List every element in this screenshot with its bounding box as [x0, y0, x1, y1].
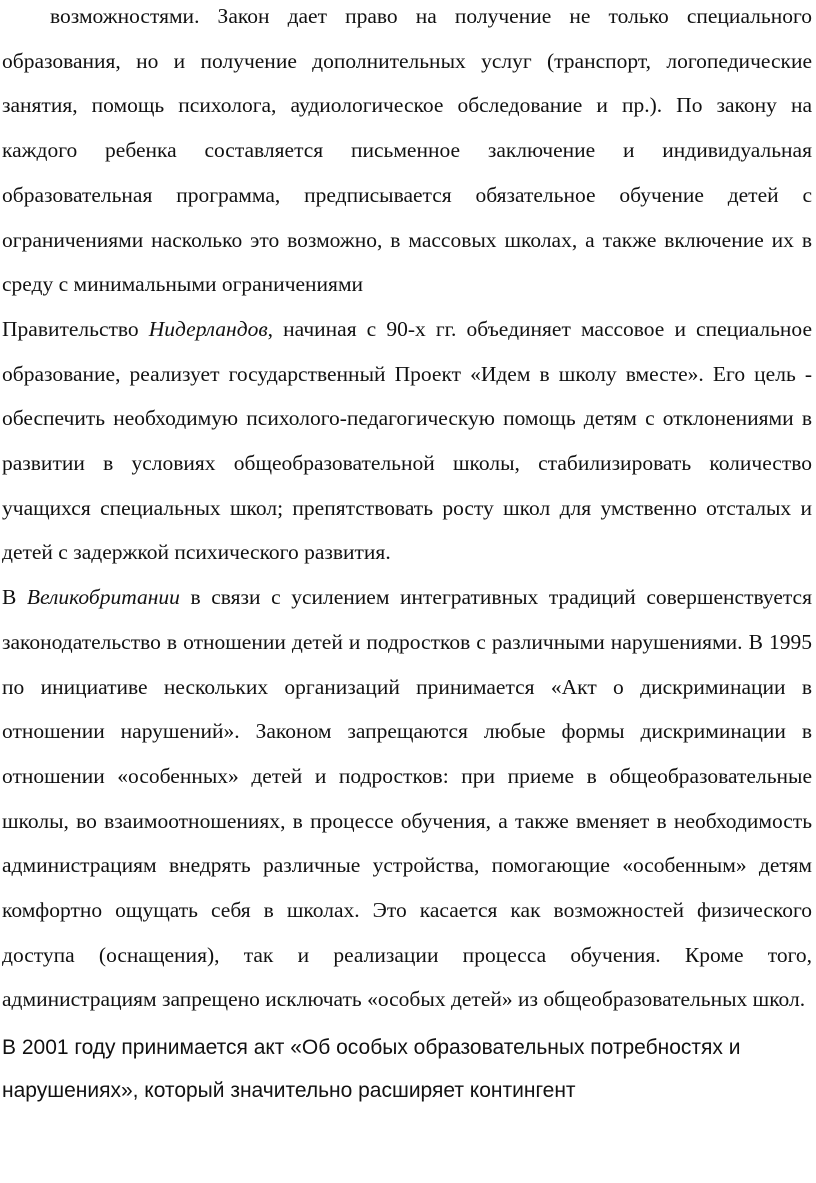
paragraph-netherlands [2, 307, 812, 575]
paragraph-usa-law: возможностями. Закон дает право на получение не только специального образования, но и получение дополнительных услуг (транспорт, логопедические занятия, помощь психолога, аудиологическое обследование и пр.). По закону на каждого ребенка составляется письменное заключение и индивидуальная образовательная программа, предписывается обязательное обучение детей с ограничениями насколько это возможно, в массовых школах, а также включение их в среду с минимальными ограничениями [2, 4, 812, 297]
paragraph-great-britain-text: в связи с усилением интегративных традиций совершенствуется законодательство в отношении детей и подростков с различными нарушениями. В 1995 по инициативе нескольких организаций принимается «Акт о дискриминации в отношении нарушений». Законом запрещаются любые формы дискриминации в отношении «особенных» детей и подростков: при приеме в общеобразовательные школы, во взаимоотношениях, в процессе обучения, а также вменяет в необходимость администрациям внедрять различные устройства, помогающие «особенным» детям комфортно ощущать себя в школах. Это касается как возможностей физического доступа (оснащения), так и реализации процесса обучения. Кроме того, администрациям запрещено исключать «особых детей» из общеобразовательных школ. [2, 585, 812, 1012]
country-great-britain: Великобритании [26, 585, 180, 610]
paragraph-netherlands-text: , начиная с 90-х гг. объединяет массовое и специальное образование, реализует государственный Проект «Идем в школу вместе». Его цель - обеспечить необходимую психолого-педагогическую помощь детям с отклонениями в развитии в условиях общеобразовательной школы, стабилизировать количество учащихся специальных школ; препятствовать росту школ для умственно отсталых и детей с задержкой психического развития. [2, 316, 812, 565]
paragraph-2001-act: В 2001 году принимается акт «Об особых образовательных потребностях и нарушениях», который значительно расширяет контингент [2, 1036, 741, 1103]
country-netherlands: Нидерландов [148, 316, 268, 341]
paragraph-great-britain-lead: В [2, 585, 27, 610]
paragraph-netherlands-lead: Правительство [2, 316, 149, 341]
paragraph-great-britain [2, 575, 812, 1022]
